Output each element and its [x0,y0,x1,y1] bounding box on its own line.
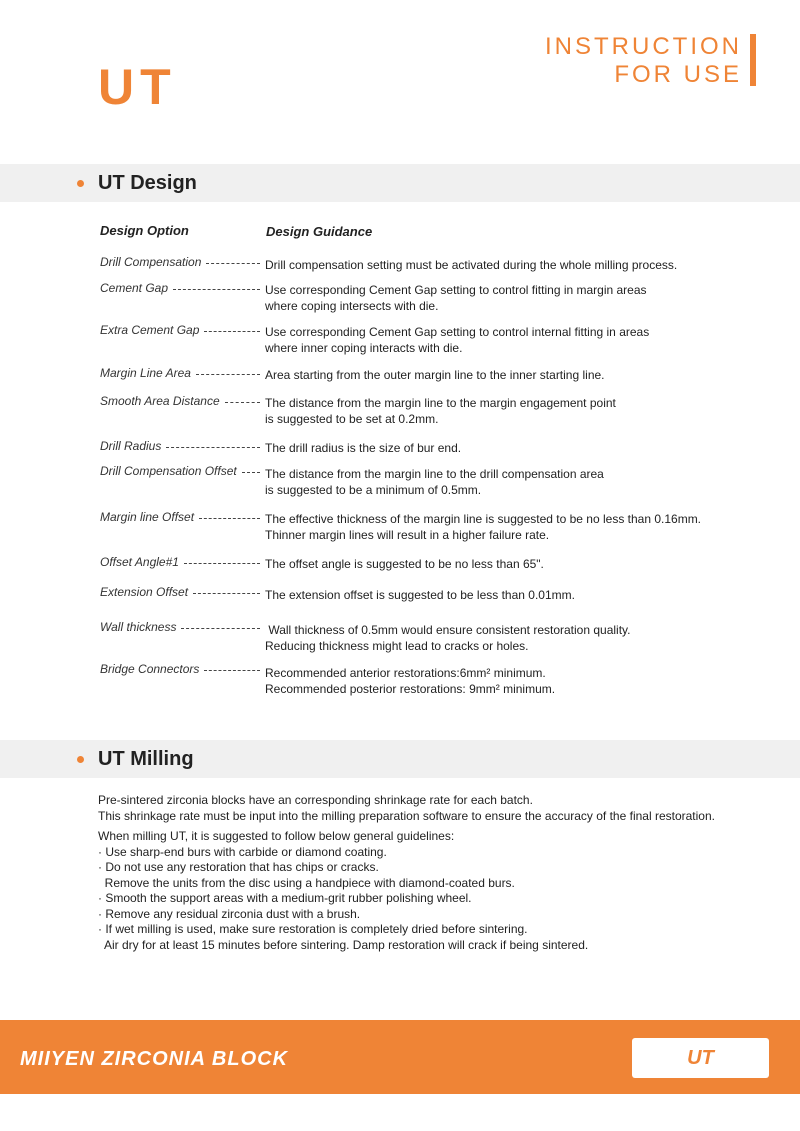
design-guidance-line: Use corresponding Cement Gap setting to control fitting in margin areas [265,283,647,297]
design-section-title: UT Design [98,172,197,194]
dashed-leader [196,374,260,375]
dashed-leader [242,472,260,473]
design-guidance-line: Drill compensation setting must be activated during the whole milling process. [265,258,678,272]
design-guidance [265,324,765,356]
milling-line: Remove the units from the disc using a handpiece with diamond-coated burs. [98,875,515,890]
design-guidance-line: where inner coping interacts with die. [265,341,463,355]
design-option-label [100,555,260,570]
design-option-text: Smooth Area Distance [100,394,220,408]
design-guidance-line: is suggested to be set at 0.2mm. [265,412,439,426]
design-option-label [100,585,260,600]
design-guidance-line: The drill radius is the size of bur end. [265,441,462,455]
bullet-icon [77,180,84,187]
dashed-leader [181,628,260,629]
design-guidance [265,257,765,273]
design-guidance-line: The offset angle is suggested to be no less than 65". [265,557,544,571]
dashed-leader [204,331,260,332]
design-guidance [265,466,765,498]
design-option-label [100,394,260,409]
milling-line: Air dry for at least 15 minutes before sintering. Damp restoration will crack if being sintered. [98,937,589,952]
design-option-text: Wall thickness [100,620,177,634]
design-option-text: Extra Cement Gap [100,323,200,337]
design-guidance [265,440,765,456]
milling-line: · If wet milling is used, make sure restoration is completely dried before sintering. [98,922,528,936]
dashed-leader [193,593,260,594]
instruction-heading [545,33,742,89]
design-guidance [265,622,765,654]
bullet-icon [77,756,84,763]
design-option-text: Bridge Connectors [100,662,200,676]
design-option-text: Margin line Offset [100,510,195,524]
milling-line: · Do not use any restoration that has chips or cracks. [98,860,379,874]
dashed-leader [206,263,260,264]
design-guidance-line: Area starting from the outer margin line to the inner starting line. [265,368,605,382]
design-guidance-line: is suggested to be a minimum of 0.5mm. [265,483,482,497]
design-guidance-line: Use corresponding Cement Gap setting to control internal fitting in areas [265,325,650,339]
design-guidance-line: Reducing thickness might lead to cracks or holes. [265,639,529,653]
milling-section-title: UT Milling [98,748,194,770]
milling-instructions [98,793,778,953]
design-option-text: Offset Angle#1 [100,555,179,569]
design-guidance-line: Recommended posterior restorations: 9mm² minimum. [265,682,556,696]
design-guidance-line: The extension offset is suggested to be less than 0.01mm. [265,588,575,602]
milling-line: When milling UT, it is suggested to follow below general guidelines: [98,829,455,843]
milling-line: · Smooth the support areas with a medium-grit rubber polishing wheel. [98,891,472,905]
design-option-label [100,510,260,525]
footer-product-label: UT [687,1047,714,1069]
dashed-leader [204,670,260,671]
design-guidance [265,556,765,572]
design-option-label [100,464,260,479]
accent-bar [750,34,756,86]
milling-line: This shrinkage rate must be input into the milling preparation software to ensure the accuracy of the final restoration. [98,808,715,823]
design-option-label [100,255,260,270]
dashed-leader [184,563,260,564]
design-option-text: Drill Radius [100,439,162,453]
design-guidance-line: Recommended anterior restorations:6mm² minimum. [265,666,546,680]
milling-line: Pre-sintered zirconia blocks have an corresponding shrinkage rate for each batch. [98,793,533,807]
design-option-label [100,662,260,677]
milling-line: · Use sharp-end burs with carbide or diamond coating. [98,844,387,859]
design-guidance [265,587,765,603]
design-option-text: Drill Compensation [100,255,202,269]
dashed-leader [225,402,260,403]
design-option-text: Cement Gap [100,281,169,295]
design-guidance [265,367,765,383]
design-guidance [265,282,765,314]
design-guidance-line: where coping intersects with die. [265,299,439,313]
footer-brand: MIIYEN ZIRCONIA BLOCK [20,1048,289,1070]
design-guidance-line: Wall thickness of 0.5mm would ensure consistent restoration quality. [265,623,631,637]
instruction-line-2: FOR USE [614,61,742,88]
milling-line: · Remove any residual zirconia dust with a brush. [98,906,361,921]
design-option-label [100,366,260,381]
column-header-guidance: Design Guidance [266,224,373,239]
dashed-leader [173,289,260,290]
design-option-text: Extension Offset [100,585,189,599]
design-guidance-line: The distance from the margin line to the margin engagement point [265,396,616,410]
design-guidance-line: The distance from the margin line to the drill compensation area [265,467,604,481]
design-option-text: Drill Compensation Offset [100,464,237,478]
design-guidance [265,511,765,543]
design-option-label [100,439,260,454]
footer-product-badge [632,1038,769,1078]
instruction-line-1: INSTRUCTION [545,33,742,60]
design-guidance [265,395,765,427]
dashed-leader [166,447,260,448]
design-option-label [100,323,260,338]
column-header-option: Design Option [100,223,189,238]
product-title: UT [98,59,177,115]
dashed-leader [199,518,260,519]
design-option-label [100,281,260,296]
design-guidance-line: The effective thickness of the margin line is suggested to be no less than 0.16mm. [265,512,702,526]
design-guidance-line: Thinner margin lines will result in a higher failure rate. [265,528,550,542]
design-guidance [265,665,765,697]
design-option-text: Margin Line Area [100,366,191,380]
design-option-label [100,620,260,635]
